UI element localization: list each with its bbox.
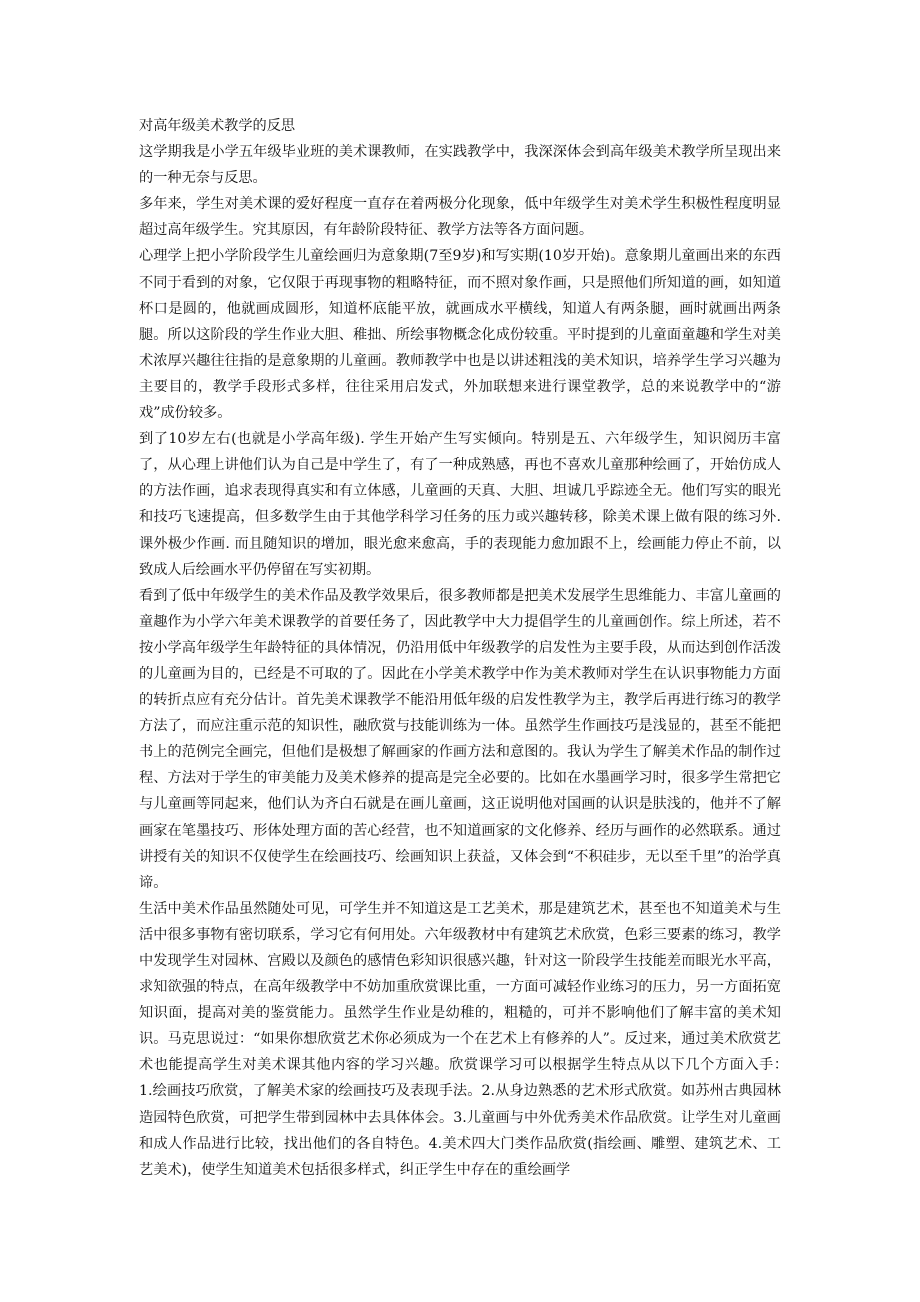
paragraph-polarization: 多年来，学生对美术课的爱好程度一直存在着两极分化现象，低中年级学生对美术学生积极性程度明显超过高年级学生。究其原因，有年龄阶段特征、教学方法等各方面问题。 [139,196,781,239]
document-page [139,113,796,1183]
paragraph-intro: 这学期我是小学五年级毕业班的美术课教师，在实践教学中，我深深体会到高年级美术教学所呈现出来的一种无奈与反思。 [139,144,781,187]
paragraph-realism-stage: 到了10岁左右(也就是小学高年级). 学生开始产生写实倾向。特别是五、六年级学生，知识阅历丰富了，从心理上讲他们认为自己是中学生了，有了一种成熟感，再也不喜欢儿童那种绘画了，开始仿成人的方法作画，追求表现得真实和有立体感，儿童画的天真、大胆、坦诚几乎踪迹全无。他们写实的眼光和技巧飞速提高，但多数学生由于其他学科学习任务的压力或兴趣转移，除美术课上做有限的练习外. 课外极少作画. 而且随知识的增加，眼光愈来愈高，手的表现能力愈加跟不上，绘画能力停止不前，以致成人后绘画水平仍停留在写实初期。 [139,431,781,578]
paragraph-psychology: 心理学上把小学阶段学生儿童绘画归为意象期(7至9岁)和写实期(10岁开始)。意象期儿童画出来的东西不同于看到的对象，它仅限于再现事物的粗略特征，而不照对象作画，只是照他们所知道的画，如知道杯口是圆的，他就画成圆形，知道杯底能平放，就画成水平横线，知道人有两条腿，画时就画出两条腿。所以这阶段的学生作业大胆、稚拙、所绘事物概念化成份较重。平时提到的儿童面童趣和学生对美术浓厚兴趣往往指的是意象期的儿童画。教师教学中也是以讲述粗浅的美术知识，培养学生学习兴趣为主要目的，教学手段形式多样，往往采用启发式，外加联想来进行课堂教学，总的来说教学中的“游戏”成份较多。 [139,248,781,422]
paragraph-appreciation: 生活中美术作品虽然随处可见，可学生并不知道这是工艺美术，那是建筑艺术，甚至也不知道美术与生活中很多事物有密切联系，学习它有何用处。六年级教材中有建筑艺术欣赏，色彩三要素的练习，教学中发现学生对园林、宫殿以及颜色的感情色彩知识很感兴趣，针对这一阶段学生技能差而眼光水平高，求知欲强的特点，在高年级教学中不妨加重欣赏课比重，一方面可减轻作业练习的压力，另一方面拓宽知识面，提高对美的鉴赏能力。虽然学生作业是幼稚的，粗糙的，可并不影响他们了解丰富的美术知识。马克思说过：“如果你想欣赏艺术你必须成为一个在艺术上有修养的人”。反过来，通过美术欣赏艺术也能提高学生对美术课其他内容的学习兴趣。欣赏课学习可以根据学生特点从以下几个方面入手： 1.绘画技巧欣赏，了解美术家的绘画技巧及表现手法。2.从身边熟悉的艺术形式欣赏。如苏州古典园林造园特色欣赏，可把学生带到园林中去具体体会。3.儿童画与中外优秀美术作品欣赏。让学生对儿童画和成人作品进行比较，找出他们的各自特色。4.美术四大门类作品欣赏(指绘画、雕塑、建筑艺术、工艺美术)，使学生知道美术包括很多样式，纠正学生中存在的重绘画学 [139,900,796,1178]
paragraph-teaching-method: 看到了低中年级学生的美术作品及教学效果后，很多教师都是把美术发展学生思维能力、丰富儿童画的童趣作为小学六年美术课教学的首要任务了，因此教学中大力提倡学生的儿童画创作。综上所述，若不按小学高年级学生年龄特征的具体情况，仍沿用低中年级教学的启发性为主要手段，从而达到创作活泼的儿童画为目的，已经是不可取的了。因此在小学美术教学中作为美术教师对学生在认识事物能力方面的转折点应有充分估计。首先美术课教学不能沿用低年级的启发性教学为主，教学后再进行练习的教学方法了，而应注重示范的知识性，融欣赏与技能训练为一体。虽然学生作画技巧是浅显的，甚至不能把书上的范例完全画完，但他们是极想了解画家的作画方法和意图的。我认为学生了解美术作品的制作过程、方法对于学生的审美能力及美术修养的提高是完全必要的。比如在水墨画学习时，很多学生常把它与儿童画等同起来，他们认为齐白石就是在画儿童画，这正说明他对国画的认识是肤浅的，他并不了解画家在笔墨技巧、形体处理方面的苦心经营，也不知道画家的文化修养、经历与画作的必然联系。通过讲授有关的知识不仅使学生在绘画技巧、绘画知识上获益，又体会到“不积硅步，无以至千里”的治学真谛。 [139,587,781,891]
document-title: 对高年级美术教学的反思 [139,118,296,134]
